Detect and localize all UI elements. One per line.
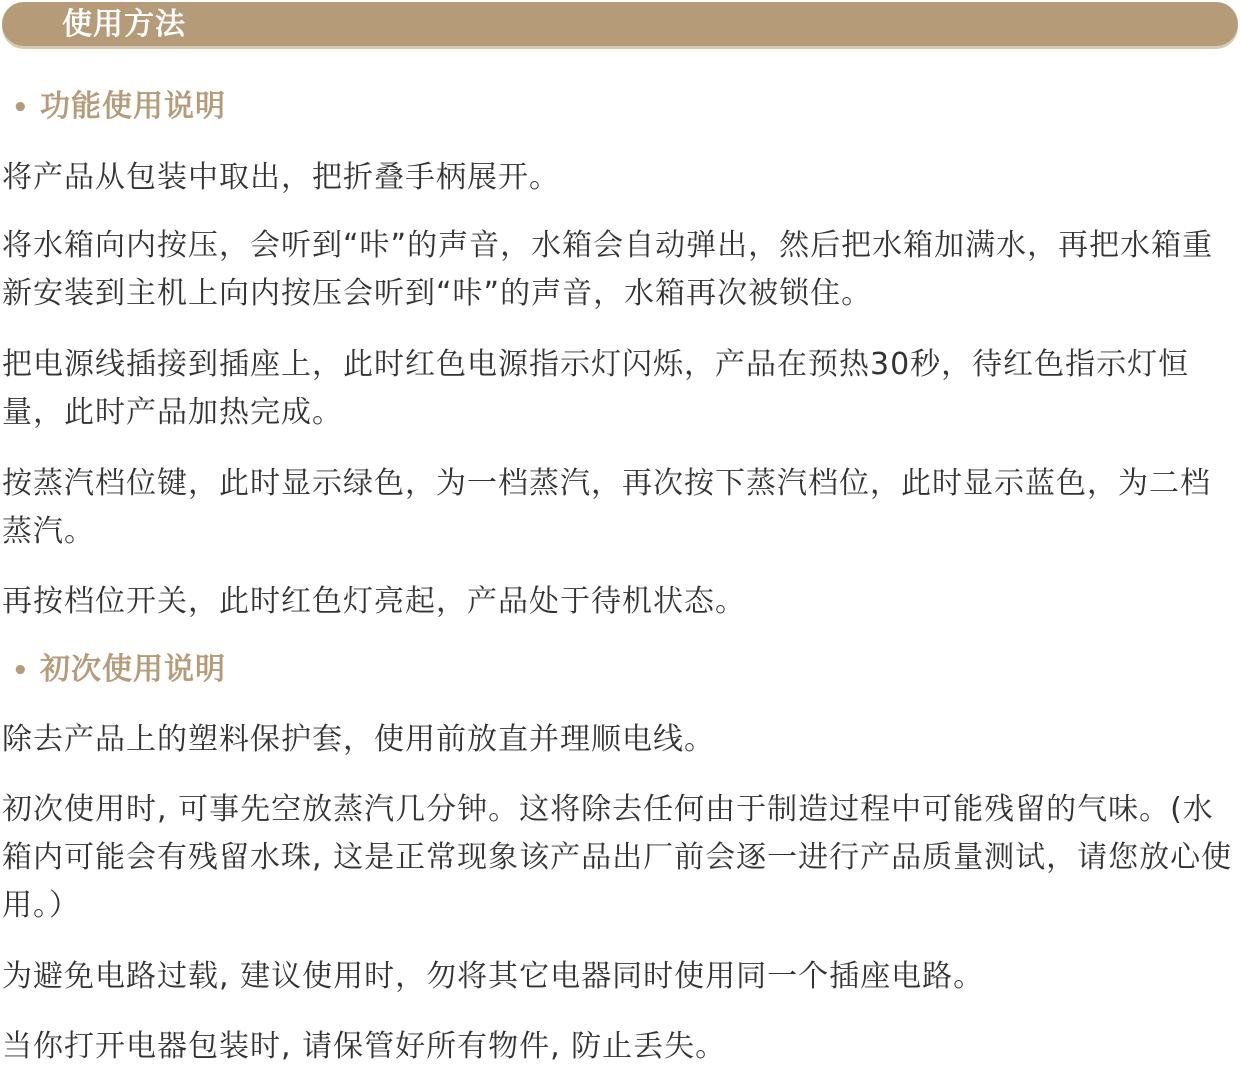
paragraph: 初次使用时, 可事先空放蒸汽几分钟。这将除去任何由于制造过程中可能残留的气味。(水箱内可能会有残留水珠, 这是正常现象该产品出厂前会逐一进行产品质量测试，请您放心使用。）: [2, 792, 1233, 923]
section-heading-label: 初次使用说明: [40, 652, 226, 687]
bullet-dot-icon: •: [12, 656, 30, 686]
section-heading-label: 功能使用说明: [40, 89, 226, 124]
paragraph: 当你打开电器包装时, 请保管好所有物件, 防止丢失。: [2, 1029, 727, 1064]
paragraph: 将水箱向内按压，会听到“咔”的声音，水箱会自动弹出，然后把水箱加满水，再把水箱重新安装到主机上向内按压会听到“咔”的声音，水箱再次被锁住。: [2, 228, 1214, 311]
paragraph: 除去产品上的塑料保护套，使用前放直并理顺电线。: [2, 722, 715, 757]
paragraph: 按蒸汽档位键，此时显示绿色，为一档蒸汽，再次按下蒸汽档位，此时显示蓝色，为二档蒸汽。: [2, 466, 1211, 549]
section-heading-function: [12, 87, 226, 128]
page-title: 使用方法: [62, 7, 186, 42]
paragraph: 再按档位开关，此时红色灯亮起，产品处于待机状态。: [2, 584, 746, 619]
paragraph: 为避免电路过载, 建议使用时，勿将其它电器同时使用同一个插座电路。: [2, 959, 985, 994]
paragraph: 把电源线插接到插座上，此时红色电源指示灯闪烁，产品在预热30秒，待红色指示灯恒量，此时产品加热完成。: [2, 347, 1190, 430]
section-header-bar: [2, 2, 1238, 46]
section-heading-first-use: [12, 650, 226, 691]
bullet-dot-icon: •: [12, 93, 30, 123]
paragraph: 将产品从包装中取出，把折叠手柄展开。: [2, 160, 560, 195]
